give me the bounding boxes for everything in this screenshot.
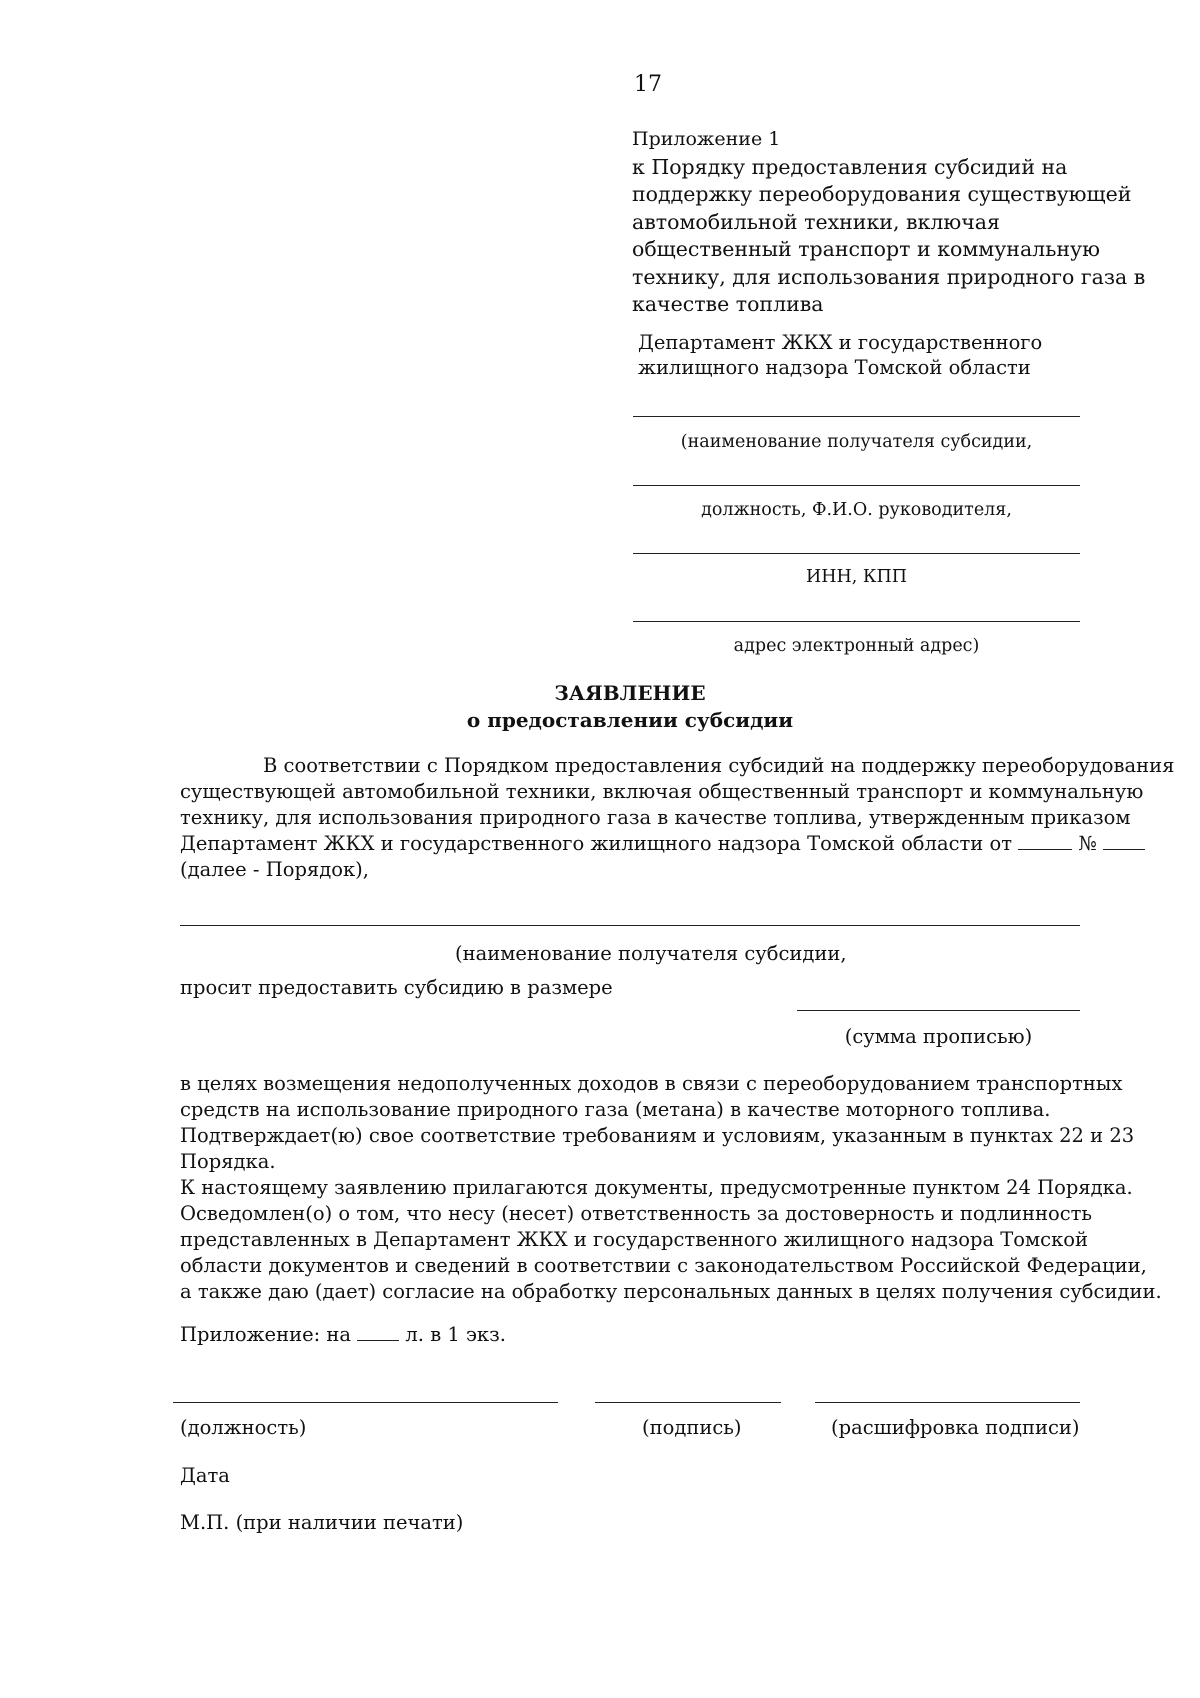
purpose-line: в целях возмещения недополученных доходов в связи с переоборудованием транспортных: [180, 1072, 1123, 1095]
sum-in-words-caption: (сумма прописью): [844, 1025, 1033, 1048]
appendix-line: автомобильной техники, включая: [632, 209, 1000, 234]
attachment-pages-blank[interactable]: [357, 1322, 399, 1341]
recipient-name-caption: (наименование получателя субсидии,: [680, 432, 1033, 452]
intro-line: технику, для использования природного газа в качестве топлива, утвержденным приказом: [180, 806, 1131, 829]
recipient-fullname-line[interactable]: [180, 925, 1080, 926]
inn-kpp-line[interactable]: [633, 553, 1080, 554]
page-number: 17: [634, 72, 662, 97]
appendix-line: к Порядку предоставления субсидий на: [632, 154, 1068, 179]
intro-line: (далее - Порядок),: [180, 858, 369, 881]
date-label: Дата: [180, 1464, 230, 1487]
purpose-line: средств на использование природного газа (метана) в качестве моторного топлива.: [180, 1098, 1051, 1121]
inn-kpp-caption: ИНН, КПП: [806, 567, 907, 587]
request-text: просит предоставить субсидию в размере: [180, 976, 613, 999]
purpose-line: Порядка.: [180, 1150, 276, 1173]
order-number-blank[interactable]: [1103, 831, 1145, 850]
purpose-paragraphs: [180, 1071, 1162, 1305]
signature-label: (подпись): [642, 1416, 742, 1439]
purpose-line: а также даю (дает) согласие на обработку персональных данных в целях получения субсидии.: [180, 1280, 1162, 1303]
head-position-line[interactable]: [633, 485, 1080, 486]
appendix-line: общественный транспорт и коммунальную: [632, 237, 1100, 261]
intro-line-order-reference: [180, 831, 1097, 857]
purpose-line: К настоящему заявлению прилагаются документы, предусмотренные пунктом 24 Порядка.: [180, 1176, 1133, 1199]
appendix-line: поддержку переоборудования существующей: [632, 182, 1132, 206]
intro-paragraph: [180, 753, 1175, 883]
position-signature-line[interactable]: [173, 1402, 558, 1403]
address-caption: адрес электронный адрес): [733, 636, 980, 656]
purpose-line: области документов и сведений в соответствии с законодательством Российской Федерации,: [180, 1254, 1147, 1277]
intro-line: Департамент ЖКХ и государственного жилищного надзора Томской области от: [180, 832, 1012, 855]
department-line: жилищного надзора Томской области: [638, 356, 1031, 379]
intro-line: В соответствии с Порядком предоставления субсидий на поддержку переоборудования: [263, 754, 1175, 777]
position-label: (должность): [180, 1416, 307, 1439]
signature-decoding-label: (расшифровка подписи): [831, 1416, 1080, 1439]
address-line[interactable]: [633, 621, 1080, 622]
document-title: ЗАЯВЛЕНИЕ: [554, 681, 706, 705]
purpose-line: представленных в Департамент ЖКХ и государственного жилищного надзора Томской: [180, 1228, 1089, 1251]
head-position-caption: должность, Ф.И.О. руководителя,: [701, 500, 1012, 520]
signature-decoding-line[interactable]: [815, 1402, 1080, 1403]
purpose-line: Осведомлен(о) о том, что несу (несет) ответственность за достоверность и подлинность: [180, 1202, 1093, 1225]
document-subtitle: о предоставлении субсидии: [466, 708, 794, 732]
recipient-name-line[interactable]: [633, 416, 1080, 417]
addressee-department: [638, 330, 1088, 380]
document-heading: [180, 680, 1080, 734]
appendix-line: технику, для использования природного газа в: [632, 264, 1146, 289]
stamp-label: М.П. (при наличии печати): [180, 1511, 464, 1534]
attachment-prefix: Приложение: на: [180, 1323, 352, 1346]
purpose-line: Подтверждает(ю) свое соответствие требованиям и условиям, указанным в пунктах 22 и 23: [180, 1124, 1135, 1147]
intro-line: существующей автомобильной техники, включая общественный транспорт и коммунальную: [180, 780, 1144, 803]
sum-in-words-line[interactable]: [797, 1010, 1080, 1011]
recipient-fullname-caption: (наименование получателя субсидии,: [455, 942, 847, 965]
signature-line[interactable]: [595, 1402, 781, 1403]
attachment-suffix: л. в 1 экз.: [405, 1323, 506, 1346]
order-date-blank[interactable]: [1018, 831, 1072, 850]
attachment-line: [180, 1322, 506, 1346]
order-number-sign: №: [1078, 832, 1097, 855]
appendix-line: качестве топлива: [632, 292, 824, 316]
appendix-reference: [632, 126, 1146, 319]
appendix-title: Приложение 1: [632, 128, 781, 150]
department-line: Департамент ЖКХ и государственного: [638, 331, 1043, 354]
